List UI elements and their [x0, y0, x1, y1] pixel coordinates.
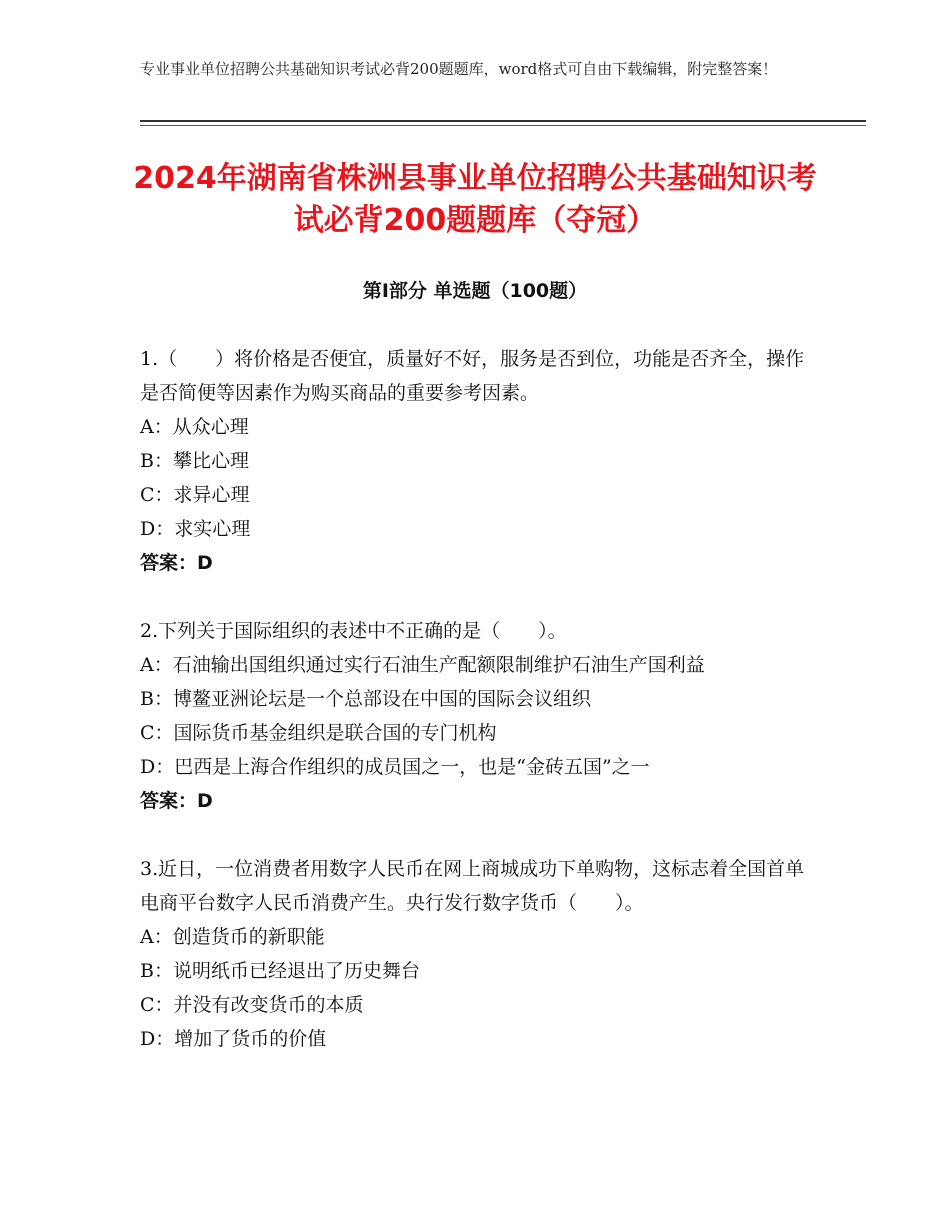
- header-note: 专业事业单位招聘公共基础知识考试必背200题题库，word格式可自由下载编辑，附完整答案！: [140, 60, 778, 78]
- option-a: A：创造货币的新职能: [140, 926, 325, 948]
- question-2: [140, 614, 810, 818]
- question-stem: 3.近日，一位消费者用数字人民币在网上商城成功下单购物，这标志着全国首单电商平台数字人民币消费产生。央行发行数字货币（ ）。: [140, 858, 805, 914]
- option-b: B：说明纸币已经退出了历史舞台: [140, 960, 420, 982]
- question-stem: 2.下列关于国际组织的表述中不正确的是（ ）。: [140, 620, 567, 642]
- option-b: B：攀比心理: [140, 450, 249, 472]
- option-a: A：石油输出国组织通过实行石油生产配额限制维护石油生产国利益: [140, 654, 705, 676]
- answer: 答案：D: [140, 790, 213, 812]
- header-rule-thin: [140, 125, 866, 126]
- option-d: D：求实心理: [140, 518, 251, 540]
- option-d: D：巴西是上海合作组织的成员国之一，也是“金砖五国”之一: [140, 756, 650, 778]
- option-c: C：国际货币基金组织是联合国的专门机构: [140, 722, 497, 744]
- question-list: [140, 342, 810, 1090]
- option-d: D：增加了货币的价值: [140, 1028, 327, 1050]
- answer: 答案：D: [140, 552, 213, 574]
- question-stem: 1.（ ）将价格是否便宜，质量好不好，服务是否到位，功能是否齐全，操作是否简便等因素作为购买商品的重要参考因素。: [140, 348, 805, 404]
- header-rule-thick: [140, 120, 866, 122]
- option-a: A：从众心理: [140, 416, 249, 438]
- question-1: [140, 342, 810, 580]
- section-heading: 第Ⅰ部分 单选题（100题）: [362, 280, 588, 302]
- option-c: C：求异心理: [140, 484, 250, 506]
- question-3: [140, 852, 810, 1056]
- option-c: C：并没有改变货币的本质: [140, 994, 364, 1016]
- document-title: 2024年湖南省株洲县事业单位招聘公共基础知识考试必背200题题库（夺冠）: [133, 161, 817, 238]
- option-b: B：博鳌亚洲论坛是一个总部设在中国的国际会议组织: [140, 688, 591, 710]
